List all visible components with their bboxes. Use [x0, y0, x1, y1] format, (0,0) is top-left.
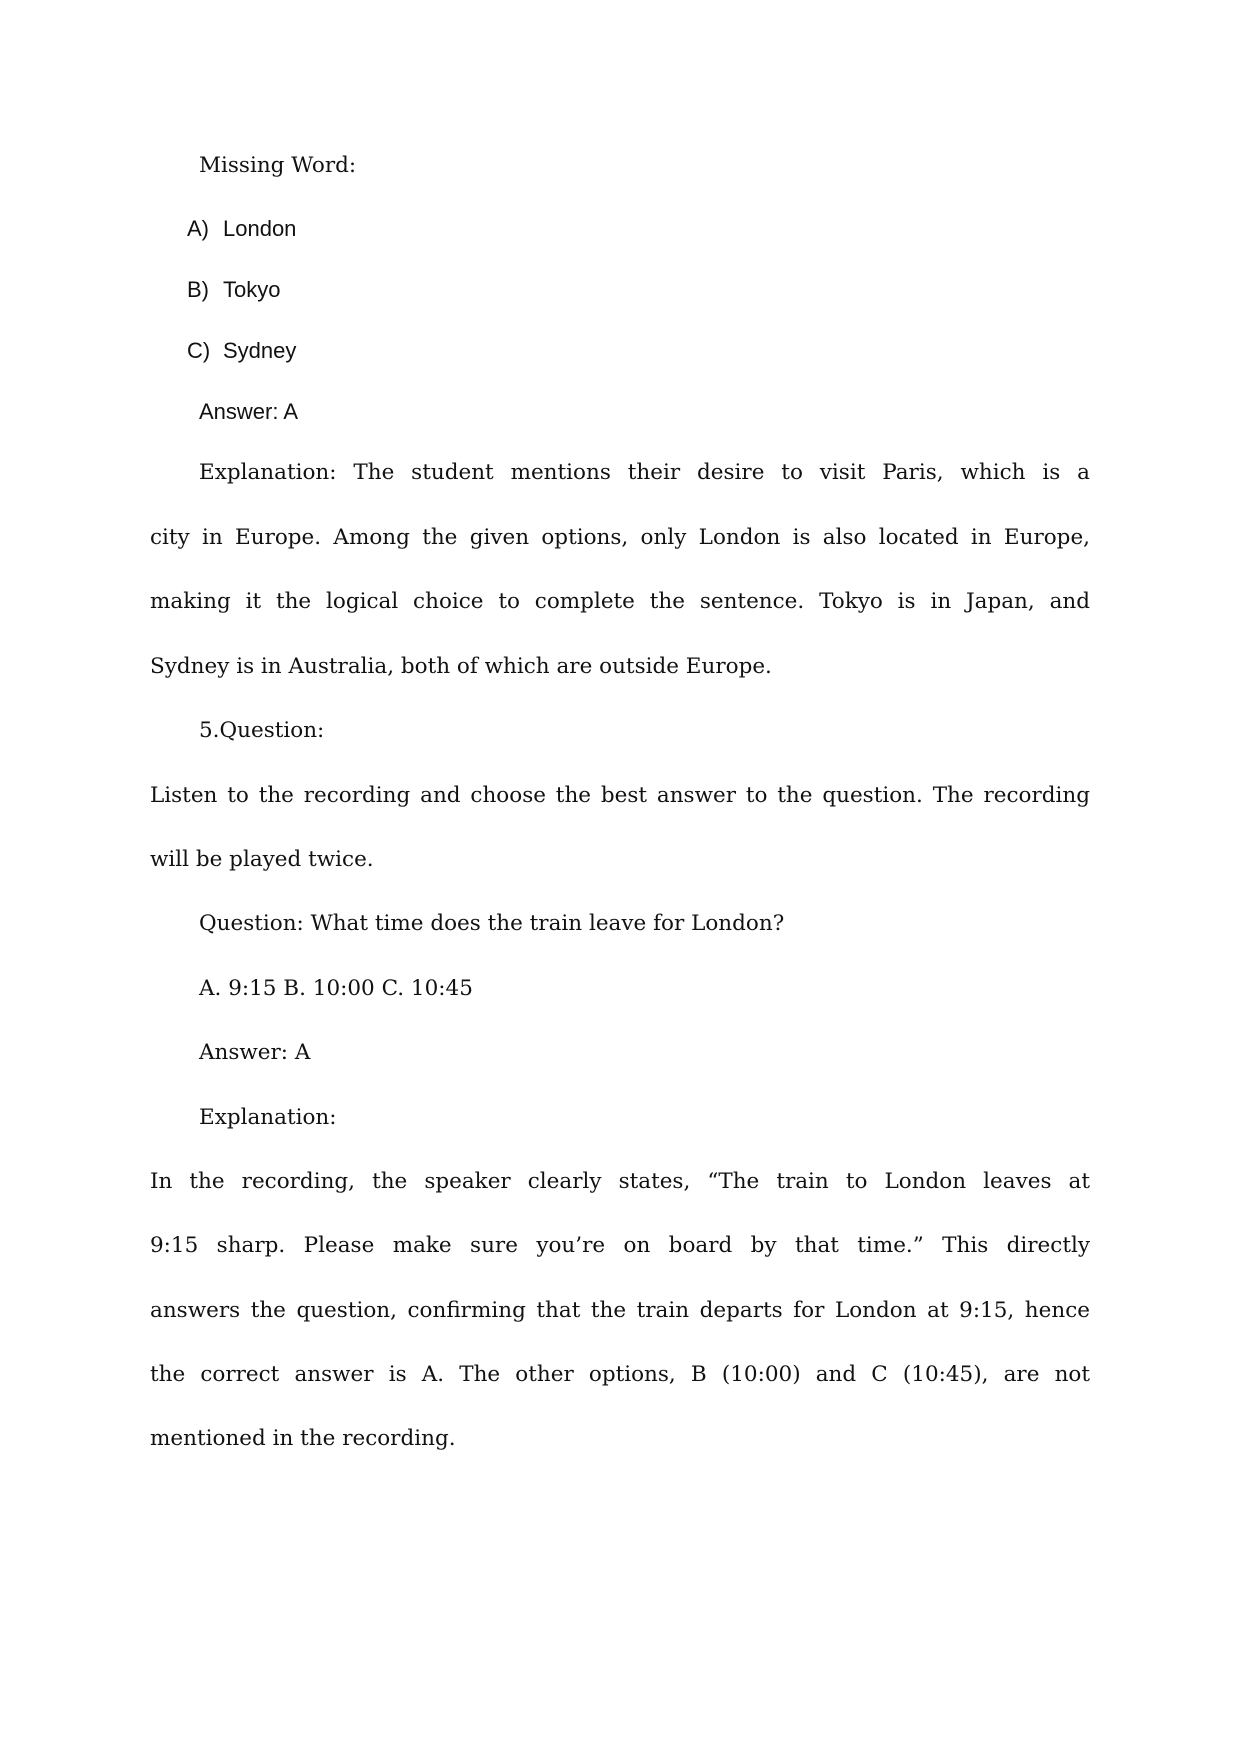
option-c — [187, 336, 1127, 366]
option-a-text: London — [223, 216, 297, 241]
question5-question: Question: What time does the train leave for London? — [199, 911, 785, 936]
option-a-letter: A) — [187, 216, 209, 241]
missing-word-explanation-line-2: city in Europe. Among the given options, only London is also located in Europe, — [150, 525, 1090, 550]
missing-word-heading: Missing Word: — [199, 153, 357, 178]
option-a — [187, 214, 1127, 244]
question5-explanation-line-2: 9:15 sharp. Please make sure you’re on board by that time.” This directly — [150, 1233, 1090, 1258]
option-b — [187, 275, 1127, 305]
question5-explanation-line-4: the correct answer is A. The other options, B (10:00) and C (10:45), are not — [150, 1362, 1090, 1387]
option-c-letter: C) — [187, 338, 211, 363]
question5-explanation-heading: Explanation: — [199, 1105, 337, 1130]
option-b-text: Tokyo — [223, 277, 281, 302]
option-c-text: Sydney — [223, 338, 297, 363]
missing-word-explanation-line-4: Sydney is in Australia, both of which are outside Europe. — [150, 654, 772, 679]
question5-heading: 5.Question: — [199, 718, 325, 743]
question5-explanation-line-3: answers the question, confirming that the train departs for London at 9:15, hence — [150, 1298, 1090, 1323]
question5-instruction-line-2: will be played twice. — [150, 847, 374, 872]
missing-word-explanation-line-1: Explanation: The student mentions their desire to visit Paris, which is a — [199, 460, 1090, 485]
missing-word-explanation-line-3: making it the logical choice to complete the sentence. Tokyo is in Japan, and — [150, 589, 1090, 614]
option-b-letter: B) — [187, 277, 209, 302]
question5-options: A. 9:15 B. 10:00 C. 10:45 — [199, 976, 473, 1001]
question5-explanation-line-5: mentioned in the recording. — [150, 1426, 456, 1451]
question5-instruction-line-1: Listen to the recording and choose the best answer to the question. The recording — [150, 783, 1090, 808]
question5-explanation-line-1: In the recording, the speaker clearly states, “The train to London leaves at — [150, 1169, 1090, 1194]
missing-word-answer: Answer: A — [199, 399, 299, 424]
question5-answer: Answer: A — [199, 1040, 311, 1065]
